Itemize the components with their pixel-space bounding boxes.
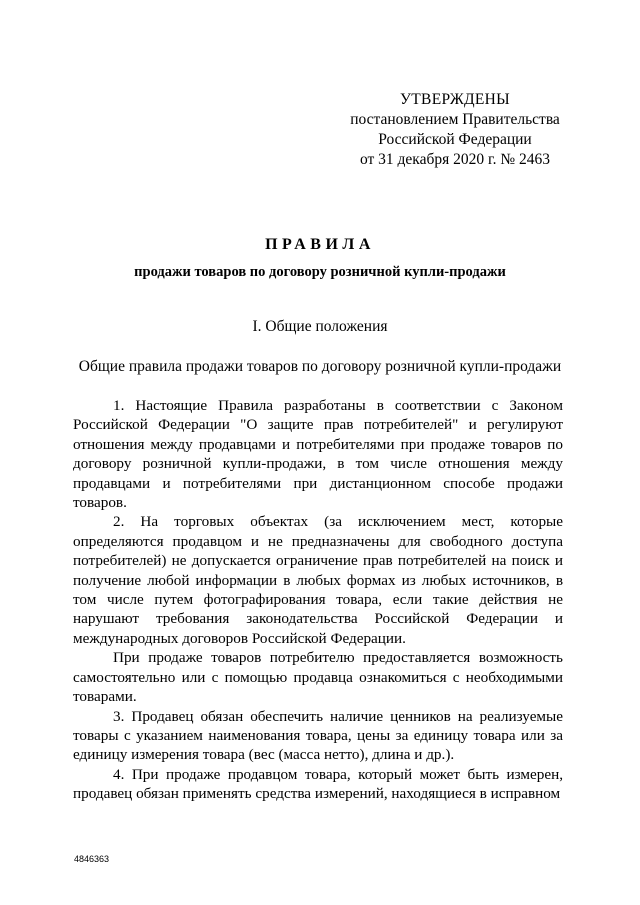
paragraph-1: 1. Настоящие Правила разработаны в соответствии с Законом Российской Федерации "О защите прав потребителей" и регулируют отношения между продавцами и потребителями при продаже товаров по договору розничной купли-продажи, в том числе отношения между продавцами и потребителями при дистанционном способе продажи товаров. [73, 397, 563, 512]
paragraph-4: 3. Продавец обязан обеспечить наличие ценников на реализуемые товары с указанием наименования товара, цены за единицу товара или за единицу измерения товара (вес (масса нетто), длина и др.). [73, 707, 563, 764]
paragraph-2: 2. На торговых объектах (за исключением мест, которые определяются продавцом и не предназначены для свободного доступа потребителей) не допускается ограничение прав потребителей на поиск и получение любой информации в любых формах из любых источников, в том числе путем фотографирования товара, если такие действия не нарушают требования законодательства Российской Федерации и международных договоров Российской Федерации. [73, 513, 563, 647]
approval-line-2: Российской Федерации [378, 131, 532, 148]
approval-block [330, 90, 580, 170]
approval-line-3: от 31 декабря 2020 г. № 2463 [359, 151, 551, 168]
approval-title: УТВЕРЖДЕНЫ [400, 91, 510, 108]
document-title: ПРАВИЛА [265, 236, 375, 253]
section-title: I. Общие положения [252, 318, 388, 335]
paragraph-5: 4. При продаже продавцом товара, который может быть измерен, продавец обязан применять средства измерений, находящиеся в исправном [73, 765, 563, 803]
footer-code: 4846363 [74, 854, 110, 864]
document-body [73, 396, 563, 804]
approval-line-1: постановлением Правительства [350, 111, 560, 128]
document-subtitle: продажи товаров по договору розничной купли-продажи [134, 264, 506, 280]
paragraph-3: При продаже товаров потребителю предоставляется возможность самостоятельно или с помощью продавца ознакомиться с необходимыми товарами. [73, 649, 563, 706]
general-rules-title: Общие правила продажи товаров по договору розничной купли-продажи [78, 358, 562, 375]
